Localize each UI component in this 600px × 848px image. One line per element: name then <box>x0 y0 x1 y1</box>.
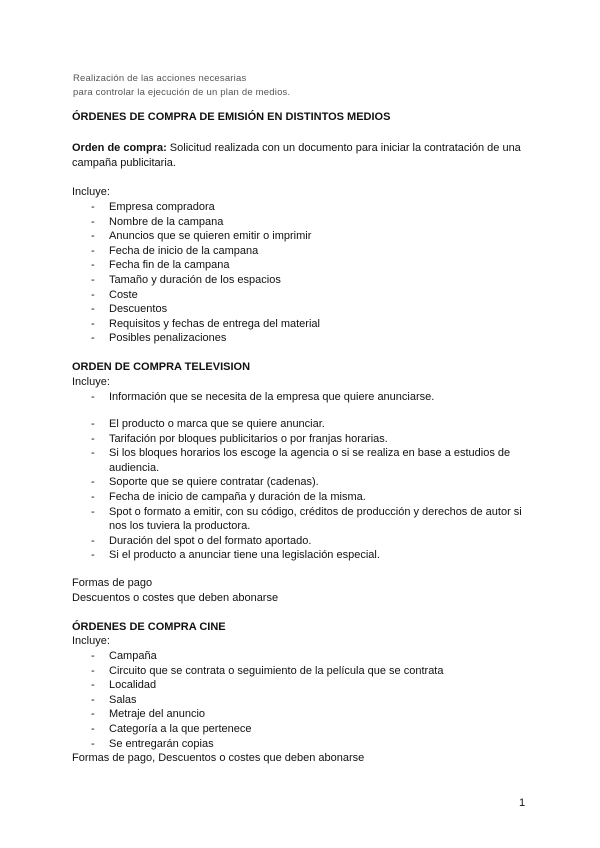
list-item <box>72 390 529 405</box>
definition-text: Solicitud realizada con un documento para iniciar la contratación de una campaña publicitaria. <box>72 142 521 169</box>
list-item <box>72 722 443 737</box>
list-item <box>72 288 320 303</box>
list-item <box>72 664 443 679</box>
list-item <box>72 534 529 549</box>
list-item-text: Anuncios que se quieren emitir o imprimir <box>109 230 312 243</box>
list-item <box>72 317 320 332</box>
dash-bullet: - <box>91 432 95 445</box>
tv-section-title: ORDEN DE COMPRA TELEVISION <box>72 361 251 373</box>
list-item <box>72 215 320 230</box>
dash-bullet: - <box>91 505 95 518</box>
list-item <box>72 432 529 447</box>
list-item-text: Información que se necesita de la empresa que quiere anunciarse. <box>109 391 435 403</box>
document-header <box>73 72 290 100</box>
list-item <box>72 244 320 259</box>
list-item-text: Fecha de inicio de la campana <box>109 244 259 257</box>
list-item <box>72 693 443 708</box>
list-item <box>72 678 443 693</box>
tv-first-list <box>72 390 529 405</box>
dash-bullet: - <box>91 679 95 692</box>
list-item-text: Salas <box>109 693 137 706</box>
list-item-text: Spot o formato a emitir, con su código, créditos de producción y derechos de autor si nos los tuviera la productora. <box>109 505 522 533</box>
list-item-text: Tamaño y duración de los espacios <box>109 273 281 286</box>
dash-bullet: - <box>91 737 95 750</box>
list-item-text: Fecha fin de la campana <box>109 259 230 272</box>
dash-bullet: - <box>91 288 95 301</box>
dash-bullet: - <box>91 534 95 547</box>
dash-bullet: - <box>91 391 95 403</box>
definition-paragraph <box>72 141 532 171</box>
list-item <box>72 707 443 722</box>
dash-bullet: - <box>91 230 95 243</box>
header-line-2: para controlar la ejecución de un plan de medios. <box>73 87 291 98</box>
cine-footer-line: Formas de pago, Descuentos o costes que deben abonarse <box>72 752 365 764</box>
dash-bullet: - <box>91 708 95 721</box>
list-item <box>72 273 320 288</box>
dash-bullet: - <box>91 693 95 706</box>
dash-bullet: - <box>91 259 95 272</box>
list-item <box>72 258 320 273</box>
list-item-text: Localidad <box>109 679 157 692</box>
tv-includes-label: Incluye: <box>72 376 110 388</box>
list-item-text: Duración del spot o del formato aportado. <box>109 534 312 547</box>
dash-bullet: - <box>91 273 95 286</box>
dash-bullet: - <box>91 332 95 345</box>
list-item-text: Metraje del anuncio <box>109 708 206 721</box>
general-includes-list <box>72 200 320 346</box>
list-item <box>72 475 529 490</box>
list-item <box>72 505 529 534</box>
list-item-text: Circuito que se contrata o seguimiento de la película que se contrata <box>109 664 444 677</box>
dash-bullet: - <box>91 201 95 213</box>
tv-includes-list <box>72 417 529 563</box>
dash-bullet: - <box>91 722 95 735</box>
list-item-text: Descuentos <box>109 303 168 316</box>
dash-bullet: - <box>91 317 95 330</box>
cine-section-title: ÓRDENES DE COMPRA CINE <box>72 621 226 633</box>
dash-bullet: - <box>91 549 95 562</box>
dash-bullet: - <box>91 447 95 460</box>
main-title: ÓRDENES DE COMPRA DE EMISIÓN EN DISTINTOS MEDIOS <box>72 111 391 123</box>
list-item <box>72 302 320 317</box>
general-includes-label: Incluye: <box>72 186 110 198</box>
dash-bullet: - <box>91 476 95 489</box>
list-item-text: Fecha de inicio de campaña y duración de la misma. <box>109 490 366 503</box>
cine-includes-list <box>72 649 443 751</box>
list-item-text: Empresa compradora <box>109 201 215 213</box>
list-item <box>72 417 529 432</box>
tv-discounts-line: Descuentos o costes que deben abonarse <box>72 592 279 604</box>
list-item-text: Campaña <box>109 650 157 662</box>
dash-bullet: - <box>91 490 95 503</box>
list-item <box>72 548 529 563</box>
dash-bullet: - <box>91 650 95 662</box>
list-item-text: Si los bloques horarios los escoge la agencia o si se realiza en base a estudios de audiencia. <box>109 447 511 474</box>
list-item <box>72 331 320 346</box>
list-item-text: Categoría a la que pertenece <box>109 722 252 735</box>
list-item-text: Se entregarán copias <box>109 737 214 750</box>
list-item-text: Si el producto a anunciar tiene una legislación especial. <box>109 549 380 562</box>
list-item-text: Soporte que se quiere contratar (cadenas). <box>109 476 319 489</box>
list-item <box>72 737 443 752</box>
list-item-text: Requisitos y fechas de entrega del material <box>109 317 320 330</box>
tv-payment-line: Formas de pago <box>72 577 153 589</box>
dash-bullet: - <box>91 303 95 316</box>
page-number: 1 <box>519 797 526 809</box>
dash-bullet: - <box>91 244 95 257</box>
list-item <box>72 446 529 475</box>
list-item-text: Posibles penalizaciones <box>109 332 227 345</box>
header-line-1: Realización de las acciones necesarias <box>73 73 247 84</box>
list-item-text: El producto o marca que se quiere anunciar. <box>109 418 325 430</box>
list-item <box>72 490 529 505</box>
list-item-text: Tarifación por bloques publicitarios o por franjas horarias. <box>109 432 388 445</box>
list-item-text: Coste <box>109 288 138 301</box>
cine-includes-label: Incluye: <box>72 635 110 647</box>
dash-bullet: - <box>91 664 95 677</box>
list-item <box>72 649 443 664</box>
list-item <box>72 229 320 244</box>
list-item-text: Nombre de la campana <box>109 215 224 228</box>
dash-bullet: - <box>91 215 95 228</box>
list-item <box>72 200 320 215</box>
definition-term: Orden de compra: <box>72 142 167 154</box>
dash-bullet: - <box>91 418 95 430</box>
